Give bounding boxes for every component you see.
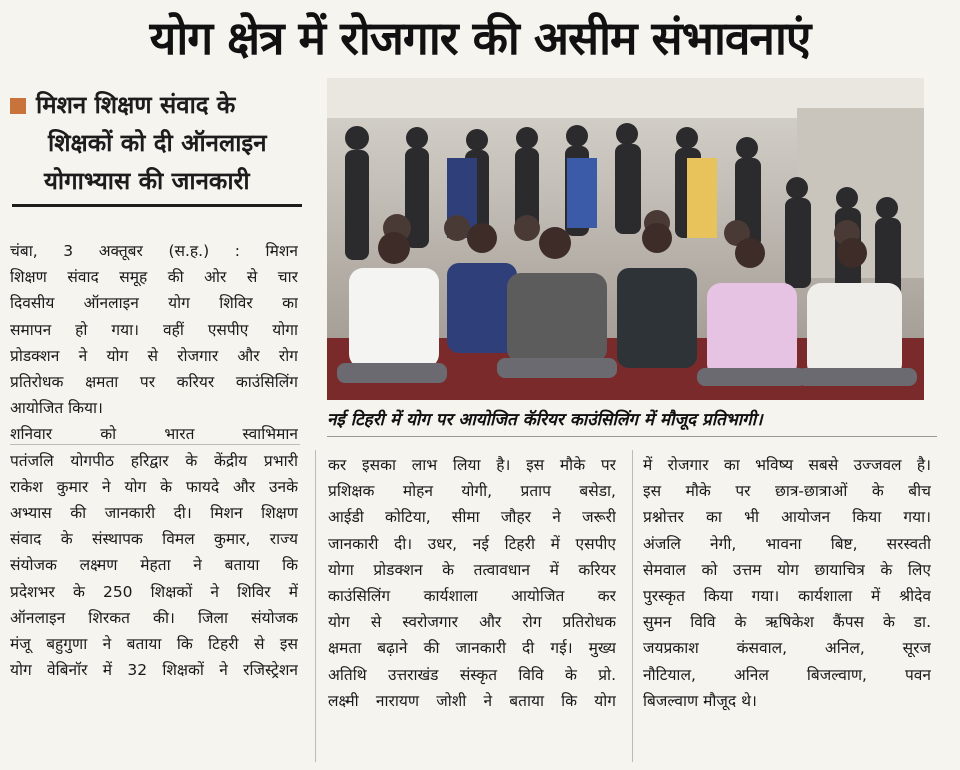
article-line: पतंजलि योगपीठ हरिद्वार के केंद्रीय प्रभारी <box>10 451 298 470</box>
article-line: प्रतिरोधक क्षमता पर करियर काउंसिलिंग <box>10 373 298 392</box>
article-line: जानकारी दी। उधर, नई टिहरी में एसपीए <box>328 534 616 553</box>
photo-caption: नई टिहरी में योग पर आयोजित कॅरियर काउंसिलिंग में मौजूद प्रतिभागी। <box>327 404 937 437</box>
article-line: योग वेबिनॉर में 32 शिक्षकों ने रजिस्ट्रेशन <box>10 661 298 680</box>
article-line: आयोजित किया। <box>10 399 103 418</box>
article-line: क्षमता बढ़ाने की जानकारी दी गई। मुख्य <box>328 639 616 658</box>
article-line: पुरस्कृत किया गया। कार्यशाला में श्रीदेव <box>643 587 931 606</box>
article-line: ऑनलाइन शिरकत की। जिला संयोजक <box>10 608 298 627</box>
article-line: प्रदेशभर के 250 शिक्षकों ने शिविर में <box>10 582 298 601</box>
article-line: संयोजक लक्ष्मण मेहता ने बताया कि <box>10 556 298 575</box>
article-line: में रोजगार का भविष्य सबसे उज्जवल है। <box>643 456 931 474</box>
article-line: दिवसीय ऑनलाइन योग शिविर का <box>10 294 298 313</box>
article-line: प्रश्नोत्तर का भी आयोजन किया गया। <box>643 508 931 527</box>
article-line: सेमवाल को उत्तम योग छायाचित्र के लिए <box>643 560 931 579</box>
article-line: मंजू बहुगुणा ने बताया कि टिहरी से इस <box>10 635 298 654</box>
article-line: योगा प्रोडक्शन के तत्वावधान में करियर <box>328 560 616 579</box>
article-line: जयप्रकाश कंसवाल, अनिल, सूरज <box>643 639 931 658</box>
subhead-line-1 <box>10 86 300 124</box>
article-line: अतिथि उत्तराखंड संस्कृत विवि के प्रो. <box>328 665 616 684</box>
article-line: अंजलि नेगी, भावना बिष्ट, सरस्वती <box>643 534 931 553</box>
article-line: काउंसिलिंग कार्यशाला आयोजित कर <box>328 587 616 606</box>
article-line: प्रोडक्शन ने योग से रोजगार और रोग <box>10 346 298 365</box>
subhead-line-2: शिक्षकों को दी ऑनलाइन <box>48 129 267 157</box>
article-line: सुमन विवि के ऋषिकेश कैंपस के डा. <box>643 613 931 632</box>
article-line: राकेश कुमार ने योग के फायदे और उनके <box>10 477 298 496</box>
article-line: संवाद के संस्थापक विमल कुमार, राज्य <box>10 530 298 549</box>
article-line: आईडी कोटिया, सीमा जौहर ने जरूरी <box>328 508 616 527</box>
article-line: कर इसका लाभ लिया है। इस मौके पर <box>328 456 616 474</box>
article-line: समापन हो गया। वहीं एसपीए योगा <box>10 320 298 339</box>
headline: योग क्षेत्र में रोजगार की असीम संभावनाएं <box>149 11 811 65</box>
column-divider <box>632 450 633 762</box>
article-line: योग से स्वरोजगार और रोग प्रतिरोधक <box>328 613 616 632</box>
group-photo-illustration <box>327 78 924 400</box>
subhead-line-3: योगाभ्यास की जानकारी <box>44 167 250 195</box>
article-column-1 <box>10 238 298 683</box>
article-line: शिक्षण संवाद समूह की ओर से चार <box>10 268 298 287</box>
article-line: लक्ष्मी नारायण जोशी ने बताया कि योग <box>328 691 616 710</box>
subheadline <box>10 86 300 207</box>
column-divider <box>315 450 316 762</box>
article-column-3 <box>643 452 931 714</box>
article-line: प्रशिक्षक मोहन योगी, प्रताप बसेडा, <box>328 482 616 501</box>
article-line: इस मौके पर छात्र-छात्राओं के बीच <box>643 482 931 501</box>
article-line: अभ्यास की जानकारी दी। मिशन शिक्षण <box>10 504 298 523</box>
article-line: शनिवार को भारत स्वाभिमान <box>10 425 298 444</box>
article-line: बिजल्वाण मौजूद थे। <box>643 691 757 710</box>
article-column-2 <box>328 452 616 714</box>
group-photo <box>327 78 924 400</box>
section-divider <box>10 444 300 445</box>
bullet-square-icon <box>10 98 26 114</box>
subhead-text-1: मिशन शिक्षण संवाद के <box>36 91 236 119</box>
article-line: नौटियाल, अनिल बिजल्वाण, पवन <box>643 665 931 684</box>
subhead-underline <box>12 204 302 207</box>
article-line: चंबा, 3 अक्तूबर (स.ह.) : मिशन <box>10 242 298 260</box>
